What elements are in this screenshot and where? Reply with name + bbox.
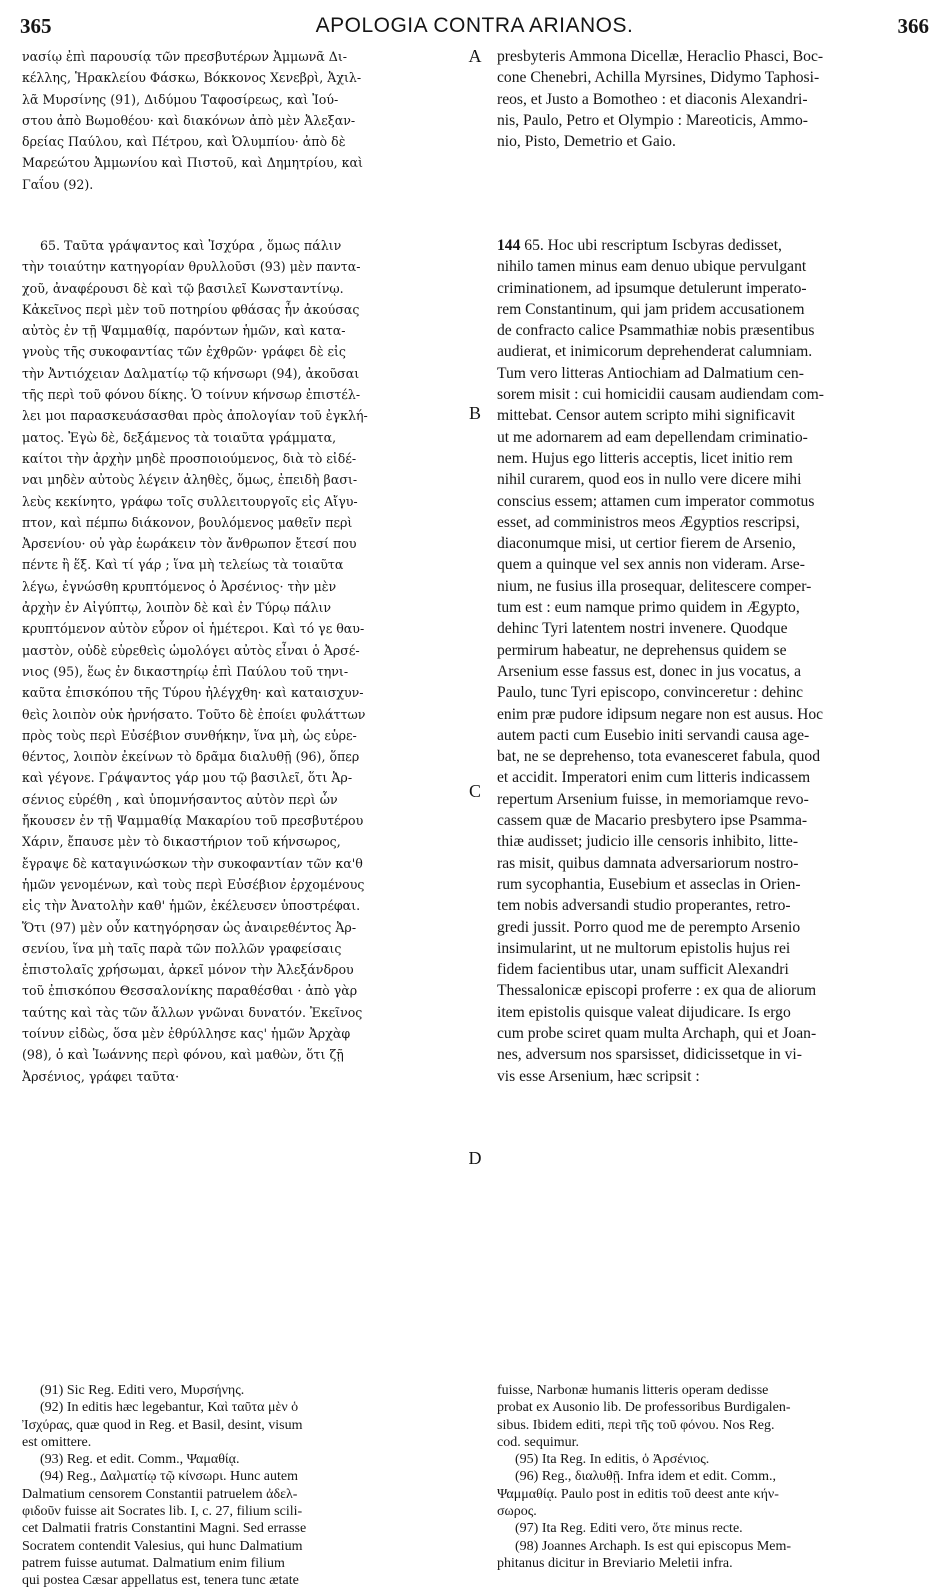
text-line: κρυπτόμενον αὐτὸν εὗρον οἱ ἡμέτεροι. Καὶ τό γε θαυ- xyxy=(22,621,365,637)
text-line: gredi jussit. Porro quod me de perempto Arsenio xyxy=(497,918,801,936)
footnote-line: (98) Joannes Archaph. Is est qui episcopus Mem- xyxy=(515,1538,792,1554)
text-line: cone Chenebri, Achilla Myrsines, Didymo Taphosi- xyxy=(497,69,820,87)
text-line: τοῦ ἐπισκόπου Θεσσαλονίκης παραθέσθαι · ἀπὸ γὰρ xyxy=(22,983,358,999)
footnote-line: (91) Sic Reg. Editi vero, Μυρσήνης. xyxy=(40,1383,245,1398)
text-line: λέγω, ἐγνώσθη κρυπτόμενος ὁ Ἀρσένιος· τὴν μὲν xyxy=(22,578,337,594)
footnote-line: fuisse, Narbonæ humanis litteris operam dedisse xyxy=(497,1383,769,1398)
text-line: et accidit. Imperatori enim cum litteris indicassem xyxy=(497,769,811,787)
footnote-line: patrem fuisse autumat. Dalmatium enim filium xyxy=(22,1555,285,1571)
text-line: Thessalonicæ episcopi proferre : ex qua de aliorum xyxy=(497,982,817,1000)
text-line: diaconumque misi, ut certior fierem de Arsenio, xyxy=(497,535,796,553)
text-line: nihil curarem, quod eos in nullo vere dicere mihi xyxy=(497,471,802,489)
section-marker-c: C xyxy=(468,781,481,801)
text-line: ἔγραψε δὲ καταγινώσκων τὴν συκοφαντίαν τῶν κα'θ xyxy=(22,855,363,871)
text-line: Ἀρσένιος, γράφει ταῦτα· xyxy=(22,1068,180,1084)
text-line: Arsenium esse fassus est, donec in jus vocatus, a xyxy=(497,662,802,680)
text-line: vis esse Arsenium, hæc scripsit : xyxy=(497,1067,700,1085)
text-line: τὴν τοιαύτην κατηγορίαν θρυλλοῦσι (93) μὲν παντα- xyxy=(22,259,361,275)
text-line: νασίῳ ἐπὶ παρουσίᾳ τῶν πρεσβυτέρων Ἀμμωνᾶ Δι- xyxy=(22,49,348,64)
text-line: σένιος εὑρέθη , καὶ ὑπομνήσαντος αὐτὸν περὶ ὧν xyxy=(22,791,338,807)
footnote-line: Socratem contendit Valesius, qui hunc Dalmatium xyxy=(22,1538,303,1554)
footnote-line: φιδοῦν fuisse ait Socrates lib. I, c. 27, filium scili- xyxy=(22,1504,303,1520)
text-line: Tum vero litteras Antiochiam ad Dalmatium cen- xyxy=(497,364,804,382)
footnote-line: (95) Ita Reg. In editis, ὁ Ἀρσένιος. xyxy=(515,1452,710,1468)
text-line: enim præ pudore idipsum negare non est ausus. Hoc xyxy=(497,705,824,723)
text-line: ἤκουσεν ἐν τῇ Ψαμμαθίᾳ Μακαρίου τοῦ πρεσβυτέρου xyxy=(22,813,364,829)
page-number-right: 366 xyxy=(897,14,929,38)
text-line: ἐπιστολαῖς χρήσωμαι, ἀρκεῖ μόνον τὴν Ἀλεξάνδρου xyxy=(22,962,354,978)
footnote-line: Ψαμμαθίᾳ. Paulo post in editis τοῦ deest ante κήν- xyxy=(497,1486,779,1502)
text-line: λεὺς κεκίνητο, γράφω τοῖς συλλειτουργοῖς εἰς Αἴγυ- xyxy=(22,493,358,509)
text-line: thiæ audisset; judicio ille censoris inhibito, litte- xyxy=(497,833,799,851)
text-line: λει μοι παρασκευάσασθαι πρὸς ἀπολογίαν τοῦ ἐγκλή- xyxy=(22,408,368,424)
footnote-line: est omittere. xyxy=(22,1434,92,1450)
text-line: χοῦ, ἀναφέρουσι δὲ καὶ τῷ βασιλεῖ Κωνσταντίνῳ. xyxy=(22,280,344,296)
text-line: Γαΐου (92). xyxy=(22,176,94,192)
footnote-line: qui postea Cæsar appellatus est, tenera tunc ætate xyxy=(22,1573,299,1589)
footnote-line: cod. sequimur. xyxy=(497,1434,580,1450)
text-line: κέλλης, Ἡρακλείου Φάσκω, Βόκκονος Χενεβρὶ, Ἀχιλ- xyxy=(22,70,362,86)
section-marker-b: B xyxy=(468,403,481,423)
text-line: tem nobis adversandi studio properantes, retro- xyxy=(497,897,791,915)
text-line: ματος. Ἐγὼ δὲ, δεξάμενος τὰ τοιαῦτα γράμματα, xyxy=(22,429,337,445)
text-line: reos, et Justo a Bomotheo : et diaconis Alexandri- xyxy=(497,90,808,108)
text-line: sorem misit : cui homicidii causam audiendam com- xyxy=(497,386,824,404)
text-line: tum est : eum namque primo quidem in Ægypto, xyxy=(497,599,800,617)
section-marker-d: D xyxy=(468,1148,482,1168)
text-line: αὐτὸς ἐν τῇ Ψαμμαθίᾳ, παρόντων ἡμῶν, καὶ κατα- xyxy=(22,323,346,339)
text-line: permirum habeatur, ne deprehensus quidem se xyxy=(497,641,787,659)
text-line: ut me adornarem ad eam depellendam criminatio- xyxy=(497,428,808,446)
text-line: cassem quæ de Macario presbytero ipse Psamma- xyxy=(497,812,808,830)
footnotes-right xyxy=(497,1382,929,1572)
text-line: θεὶς λοιπὸν οὐκ ἠρνήσατο. Τοῦτο δὲ ἐποίει φυλάττων xyxy=(22,706,366,722)
text-line: ras misit, quibus damnata adversariorum nostro- xyxy=(497,854,799,872)
page-number-left: 365 xyxy=(20,14,52,38)
footnote-line: sibus. Ibidem editi, περὶ τῆς τοῦ φόνου. Nos Reg. xyxy=(497,1417,775,1433)
text-line: στου ἀπὸ Βωμοθέου· καὶ διακόνων ἀπὸ μὲν Ἀλεξαν- xyxy=(22,112,356,128)
text-line: audierat, et inimicorum deprehenderat calumniam. xyxy=(497,343,813,361)
text-line: dehinc Tyri latentem nostri invenere. Quodque xyxy=(497,620,788,638)
text-line: de confracto calice Psammathiæ nobis præsentibus xyxy=(497,322,815,340)
text-line: εἰς τὴν Ἀνατολὴν καθ' ἡμῶν, ἐκέλευσεν ὑποστρέφαι. xyxy=(22,898,361,914)
text-line: conscius essem; attamen cum imperator commotus xyxy=(497,492,815,510)
text-line: καῦτα ἐπισκόπου τῆς Τύρου ἠλέγχθη· καὶ καταισχυν- xyxy=(22,685,364,701)
text-line: presbyteris Ammona Dicellæ, Heraclio Phasci, Boc- xyxy=(497,48,824,65)
footnote-line: Ἰσχύρας, quæ quod in Reg. et Basil, desint, visum xyxy=(22,1417,303,1433)
footnote-line: (94) Reg., Δαλματίῳ τῷ κίνσωρι. Hunc autem xyxy=(40,1469,298,1485)
greek-column-top xyxy=(22,46,458,206)
text-line: nes, adversum nos sparsisset, didicissetque in vi- xyxy=(497,1046,802,1064)
text-line: Μαρεώτου Ἀμμωνίου καὶ Πιστοῦ, καὶ Δημητρίου, καὶ xyxy=(22,155,363,171)
footnote-line: probat ex Ausonio lib. De professoribus Burdigalen- xyxy=(497,1400,791,1416)
text-line: γνοὺς τῆς συκοφαντίας τῶν ἐχθρῶν· γράφει δὲ εἰς xyxy=(22,344,346,360)
section-marker-a: A xyxy=(468,46,482,66)
text-line: mittebat. Censor autem scripto mihi significavit xyxy=(497,407,795,425)
text-line: θέντος, λοιπὸν ἐκείνων τὸ δρᾶμα διαλυθῇ (96), ὅπερ xyxy=(22,749,360,765)
text-line: quem a quinque vel sex annis non videram. Arse- xyxy=(497,556,805,574)
text-line: πρὸς τοὺς περὶ Εὐσέβιον συνθήκην, ἵνα μὴ, ὡς εὑρε- xyxy=(22,727,357,743)
text-line: rum sycophantia, Eusebium et asseclas in Orien- xyxy=(497,875,801,893)
footnote-line: phitanus dicitur in Breviario Meletii infra. xyxy=(497,1555,733,1571)
text-line: λᾶ Μυρσίνης (91), Διδύμου Ταφοσίρεως, καὶ Ἰού- xyxy=(22,91,339,107)
text-line: τὴν Ἀντιόχειαν Δαλματίῳ τῷ κήνσωρι (94), ἀκοῦσαι xyxy=(22,365,360,381)
column-number: 144 xyxy=(497,237,521,254)
text-line: 65. Ταῦτα γράψαντος καὶ Ἰσχύρα , ὅμως πάλιν xyxy=(40,238,342,253)
text-line: ναι μηδὲν αὐτοὺς λέγειν ἀληθὲς, ὅμως, ἐπειδὴ βασι- xyxy=(22,472,358,488)
text-line: νιος (95), ἕως ἐν δικαστηρίῳ ἐπὶ Παύλου τοῦ τηνι- xyxy=(22,663,349,679)
latin-column-main xyxy=(497,235,929,1095)
latin-column-top xyxy=(497,46,929,166)
footnote-line: cet Dalmatii fratris Constantini Magni. Sed errasse xyxy=(22,1521,307,1537)
text-line: καίτοι τὴν ἀρχὴν μηδὲ προσποιούμενος, διὰ τὸ εἰδέ- xyxy=(22,450,357,466)
greek-column-main xyxy=(22,235,458,1095)
text-line: esset, ad comministros meos Ægyptios rescripsi, xyxy=(497,513,800,531)
text-line: ἡμῶν γενομένων, καὶ τοὺς περὶ Εὐσέβιον ἐρχομένους xyxy=(22,876,365,892)
text-line: Ὅτι (97) μὲν οὖν κατηγόρησαν ὡς ἀναιρεθέντος Ἀρ- xyxy=(22,919,357,935)
text-line: nis, Paulo, Petro et Olympio : Mareoticis, Ammo- xyxy=(497,111,808,129)
text-line: μαστὸν, οὐδὲ εὑρεθεὶς ὡμολόγει αὐτὸς εἶναι ὁ Ἀρσέ- xyxy=(22,642,360,658)
text-line: ταύτης καὶ τὰς τῶν ἄλλων γνῶναι δυνατόν. Ἐκεῖνος xyxy=(22,1004,363,1020)
text-line: autem pacti cum Eusebio initi servandi causa age- xyxy=(497,726,810,744)
text-line: καὶ γέγονε. Γράψαντος γάρ μου τῷ βασιλεῖ, ὅτι Ἀρ- xyxy=(22,770,353,786)
text-line: criminationem, ad ipsumque detulerunt imperato- xyxy=(497,279,807,297)
text-line: bat, ne se deprehenso, tota evanesceret fabula, quod xyxy=(497,748,820,766)
footnotes-left xyxy=(22,1382,466,1590)
footnote-line: Dalmatium censorem Constantii patruelem ἀδελ- xyxy=(22,1486,298,1502)
text-line: insimularint, ut ne multorum epistolis hujus rei xyxy=(497,939,791,957)
text-line: nium, ne fusius illa prosequar, delitescere comper- xyxy=(497,577,812,595)
text-line: (98), ὁ καὶ Ἰωάννης περὶ φόνου, καὶ μαθὼν, ὅτι ζῇ xyxy=(22,1047,344,1063)
text-line: repertum Arsenium fuisse, in memoriamque revo- xyxy=(497,790,809,808)
text-line: τοίνυν εἰδὼς, ὅσα μὲν ἐθρύλλησε κας' ἡμῶν Ἀρχὰφ xyxy=(22,1025,351,1041)
text-line: Κἀκεῖνος περὶ μὲν τοῦ ποτηρίου φθάσας ἦν ἀκούσας xyxy=(22,301,360,317)
footnote-line: (96) Reg., διαλυθῇ. Infra idem et edit. Comm., xyxy=(515,1469,776,1485)
text-line: nem. Hujus ego litteris acceptis, licet initio rem xyxy=(497,449,793,467)
footnote-line: (97) Ita Reg. Editi vero, ὅτε minus recte. xyxy=(515,1521,743,1537)
footnote-line: σωρος. xyxy=(497,1504,537,1520)
text-line: nihilo tamen minus eam denuo ubique pervulgant xyxy=(497,258,807,276)
text-line: σενίου, ἵνα μὴ ταῖς παρὰ τῶν πολλῶν γραφείσαις xyxy=(22,940,342,956)
text-line: item epistolis quisque valeat dijudicare. Is ergo xyxy=(497,1003,791,1021)
text-line: Ἀρσενίου· οὐ γὰρ ἑωράκειν τὸν ἄνθρωπον ἔτεσί που xyxy=(22,536,357,552)
text-line: τῆς περὶ τοῦ φόνου δίκης. Ὁ τοίνυν κήνσωρ ἐπιστέλ- xyxy=(22,387,361,403)
latin-main-first-line: 144 65. Hoc ubi rescriptum Iscbyras dedisset, xyxy=(497,237,782,254)
footnote-line: (93) Reg. et edit. Comm., Ψαμαθίᾳ. xyxy=(40,1452,240,1468)
footnote-line: (92) In editis hæc legebantur, Καὶ ταῦτα μὲν ὁ xyxy=(40,1400,299,1416)
running-title: APOLOGIA CONTRA ARIANOS. xyxy=(315,14,634,37)
page-header xyxy=(20,14,929,42)
text-line: Χάριν, ἔπαυσε μὲν τὸ δικαστήριον τοῦ κήνσωρος, xyxy=(22,834,341,850)
text-line: Paulo, tunc Tyri episcopo, convinceretur : dehinc xyxy=(497,684,804,702)
text-line: ἀρχὴν ἐν Αἰγύπτῳ, λοιπὸν δὲ καὶ ἐν Τύρῳ πάλιν xyxy=(22,600,332,616)
text-line: δρείας Παύλου, καὶ Πέτρου, καὶ Ὀλυμπίου· ἀπὸ δὲ xyxy=(22,134,346,150)
text-line: πτον, καὶ πέμπω διάκονον, βουλόμενος μαθεῖν περὶ xyxy=(22,514,353,530)
text-line: rem Constantinum, qui jam pridem accusationem xyxy=(497,300,805,318)
text-line: cum probe sciret quam multa Archaph, qui et Joan- xyxy=(497,1024,817,1042)
text-line: fidem facientibus utar, unam sufficit Alexandri xyxy=(497,961,789,979)
text-line: nio, Pisto, Demetrio et Gaio. xyxy=(497,133,676,151)
text-line: πέντε ἢ ἕξ. Καὶ τί γάρ ; ἵνα μὴ τελείως τὰ τοιαῦτα xyxy=(22,557,344,573)
